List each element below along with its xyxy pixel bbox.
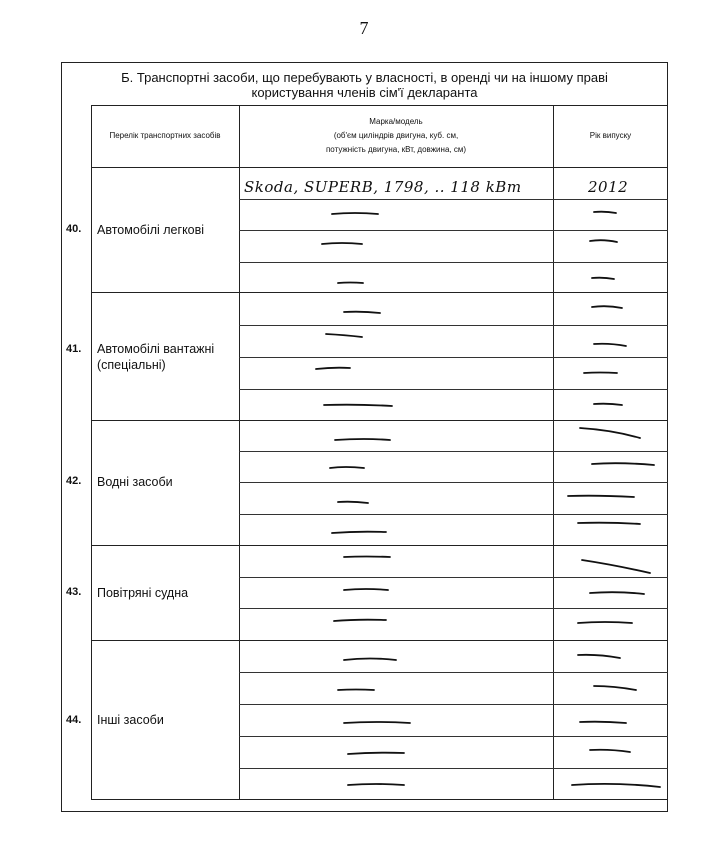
row-label-trucks [97, 341, 214, 373]
row-label-other-vehicles: Інші засоби [97, 713, 164, 727]
row-number-44: 44. [66, 714, 82, 726]
row-label-passenger-cars: Автомобілі легкові [97, 223, 205, 237]
header-brand-model [239, 105, 553, 167]
row-number-43: 43. [66, 586, 82, 598]
section-title-line-1: Б. Транспортні засоби, що перебувають у власності, в оренді чи на іншому праві [121, 70, 608, 85]
row-label-water-vehicles: Водні засоби [97, 475, 173, 489]
row-label-trucks-line-1: Автомобілі вантажні [97, 342, 215, 356]
row-label-trucks-line-2: (спеціальні) [97, 358, 166, 372]
page-number: 7 [359, 18, 369, 38]
handwritten-model-entry: Skoda, SUPERB, 1798, .. 118 kBт [244, 178, 522, 196]
row-number-41: 41. [66, 343, 82, 355]
header-brand-model-line-1: Марка/модель [369, 117, 423, 126]
header-list-of-vehicles: Перелік транспортних засобів [109, 131, 221, 140]
header-brand-model-line-2: (об'єм циліндрів двигуна, куб. см, [333, 131, 459, 140]
handwritten-year-entry: 2012 [588, 178, 629, 196]
row-label-aircraft: Повітряні судна [97, 586, 189, 600]
header-brand-model-line-3: потужність двигуна, кВт, довжина, см) [325, 145, 467, 154]
header-year-of-manufacture: Рік випуску [589, 131, 632, 140]
row-number-42: 42. [66, 475, 82, 487]
section-title-line-2: користування членів сім'ї декларанта [251, 85, 478, 100]
row-number-40: 40. [66, 223, 82, 235]
